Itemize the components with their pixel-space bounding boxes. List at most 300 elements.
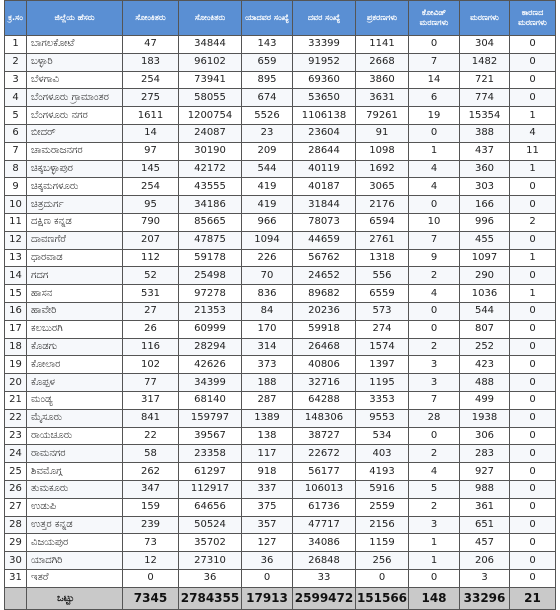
table-cell: 1195 — [356, 374, 409, 392]
table-cell: 39567 — [179, 427, 242, 445]
total-cell: 17913 — [242, 587, 293, 609]
table-cell: 23604 — [293, 124, 356, 142]
table-cell: 488 — [460, 374, 510, 392]
table-cell: 43555 — [179, 178, 242, 196]
table-cell: 58055 — [179, 89, 242, 107]
table-cell: 33 — [293, 569, 356, 587]
table-cell: 303 — [460, 178, 510, 196]
district-name-cell: ರಾಮನಗರ — [27, 445, 123, 463]
district-name-cell: ಚಿಕ್ಕಬಳ್ಳಾಪುರ — [27, 160, 123, 178]
table-cell: 112917 — [179, 480, 242, 498]
table-row — [5, 249, 556, 267]
table-cell: 14 — [5, 267, 27, 285]
table-cell: 64288 — [293, 391, 356, 409]
table-cell: 44659 — [293, 231, 356, 249]
table-cell: 70 — [242, 267, 293, 285]
table-cell: 79261 — [356, 107, 409, 125]
table-cell: 1159 — [356, 534, 409, 552]
table-cell: 5 — [409, 480, 460, 498]
table-cell: 0 — [510, 36, 556, 54]
table-cell: 40806 — [293, 356, 356, 374]
table-cell: 15354 — [460, 107, 510, 125]
table-cell: 4 — [5, 89, 27, 107]
table-cell: 33399 — [293, 36, 356, 54]
table-cell: 275 — [123, 89, 179, 107]
district-name-cell: ಕೊಡಗು — [27, 338, 123, 356]
table-cell: 6594 — [356, 213, 409, 231]
district-table-container — [4, 0, 555, 606]
table-cell: 206 — [460, 552, 510, 570]
district-name-cell: ಚಿಕ್ಕಮಗಳೂರು — [27, 178, 123, 196]
table-cell: 12 — [123, 552, 179, 570]
table-cell: 556 — [356, 267, 409, 285]
table-row — [5, 516, 556, 534]
total-cell: 33296 — [460, 587, 510, 609]
district-name-cell: ರಾಯಚೂರು — [27, 427, 123, 445]
table-cell: 11 — [510, 142, 556, 160]
table-cell: 127 — [242, 534, 293, 552]
table-cell: 42172 — [179, 160, 242, 178]
table-cell: 3 — [5, 71, 27, 89]
table-cell: 0 — [510, 516, 556, 534]
table-cell: 239 — [123, 516, 179, 534]
table-cell: 112 — [123, 249, 179, 267]
table-cell: 2 — [5, 53, 27, 71]
table-cell: 437 — [460, 142, 510, 160]
table-cell: 0 — [409, 427, 460, 445]
table-row — [5, 178, 556, 196]
table-cell: 24087 — [179, 124, 242, 142]
table-cell: 2176 — [356, 196, 409, 214]
table-cell: 1094 — [242, 231, 293, 249]
table-row — [5, 498, 556, 516]
table-cell: 28294 — [179, 338, 242, 356]
table-cell: 1692 — [356, 160, 409, 178]
table-cell: 209 — [242, 142, 293, 160]
table-cell: 24 — [5, 445, 27, 463]
table-cell: 23 — [5, 427, 27, 445]
table-cell: 34844 — [179, 36, 242, 54]
table-cell: 651 — [460, 516, 510, 534]
district-name-cell: ಚಾಮರಾಜನಗರ — [27, 142, 123, 160]
table-cell: 966 — [242, 213, 293, 231]
total-cell: 2784355 — [179, 587, 242, 609]
table-cell: 69360 — [293, 71, 356, 89]
column-header: ಯಾದವರ ಸಂಖ್ಯೆ — [242, 1, 293, 36]
table-cell: 1200754 — [179, 107, 242, 125]
table-row — [5, 213, 556, 231]
table-cell: 2 — [409, 445, 460, 463]
district-name-cell: ಶಿವಮೊಗ್ಗ — [27, 463, 123, 481]
table-cell: 774 — [460, 89, 510, 107]
table-cell: 23358 — [179, 445, 242, 463]
table-cell: 9 — [5, 178, 27, 196]
district-name-cell: ವಿಜಯಪುರ — [27, 534, 123, 552]
table-cell: 1 — [5, 36, 27, 54]
district-name-cell: ಉಡುಪಿ — [27, 498, 123, 516]
table-cell: 3 — [409, 516, 460, 534]
table-row — [5, 89, 556, 107]
table-cell: 0 — [242, 569, 293, 587]
district-name-cell: ಧಾರವಾಡ — [27, 249, 123, 267]
table-cell: 60999 — [179, 320, 242, 338]
table-cell: 47717 — [293, 516, 356, 534]
table-cell: 27 — [123, 302, 179, 320]
district-name-cell: ಕೋಲಾರ — [27, 356, 123, 374]
table-cell: 357 — [242, 516, 293, 534]
table-cell: 159 — [123, 498, 179, 516]
table-cell: 26468 — [293, 338, 356, 356]
table-row — [5, 107, 556, 125]
table-cell: 996 — [460, 213, 510, 231]
table-cell: 0 — [510, 178, 556, 196]
table-cell: 77 — [123, 374, 179, 392]
table-cell: 807 — [460, 320, 510, 338]
total-row — [5, 587, 556, 609]
table-cell: 287 — [242, 391, 293, 409]
column-header: ಸೋಂಕಿತರು — [123, 1, 179, 36]
table-cell: 9553 — [356, 409, 409, 427]
table-cell: 20236 — [293, 302, 356, 320]
table-cell: 1 — [510, 160, 556, 178]
table-cell: 14 — [409, 71, 460, 89]
table-row — [5, 552, 556, 570]
table-cell: 1318 — [356, 249, 409, 267]
table-cell: 50524 — [179, 516, 242, 534]
table-cell: 73941 — [179, 71, 242, 89]
table-cell: 403 — [356, 445, 409, 463]
table-cell: 0 — [510, 267, 556, 285]
table-cell: 2 — [409, 267, 460, 285]
table-cell: 0 — [409, 569, 460, 587]
district-name-cell: ಬೀದರ್ — [27, 124, 123, 142]
table-cell: 61736 — [293, 498, 356, 516]
table-cell: 1097 — [460, 249, 510, 267]
table-cell: 22 — [123, 427, 179, 445]
table-cell: 0 — [510, 391, 556, 409]
table-cell: 32716 — [293, 374, 356, 392]
table-cell: 96102 — [179, 53, 242, 71]
table-cell: 337 — [242, 480, 293, 498]
table-cell: 68140 — [179, 391, 242, 409]
column-header: ಮರಣಗಳು — [460, 1, 510, 36]
table-row — [5, 36, 556, 54]
table-cell: 170 — [242, 320, 293, 338]
table-cell: 0 — [510, 480, 556, 498]
table-cell: 4 — [510, 124, 556, 142]
table-cell: 419 — [242, 196, 293, 214]
district-name-cell: ಮಂಡ್ಯ — [27, 391, 123, 409]
table-cell: 0 — [409, 320, 460, 338]
table-cell: 10 — [5, 196, 27, 214]
table-cell: 89682 — [293, 285, 356, 303]
table-cell: 28 — [409, 409, 460, 427]
table-cell: 836 — [242, 285, 293, 303]
table-cell: 53650 — [293, 89, 356, 107]
table-cell: 0 — [510, 463, 556, 481]
table-cell: 290 — [460, 267, 510, 285]
table-cell: 2668 — [356, 53, 409, 71]
table-cell: 31844 — [293, 196, 356, 214]
table-cell: 4 — [409, 463, 460, 481]
district-covid-table — [4, 0, 556, 610]
table-row — [5, 231, 556, 249]
table-cell: 457 — [460, 534, 510, 552]
table-cell: 3860 — [356, 71, 409, 89]
table-cell: 531 — [123, 285, 179, 303]
table-cell: 388 — [460, 124, 510, 142]
table-header — [5, 1, 556, 36]
table-cell: 12 — [5, 231, 27, 249]
table-cell: 29 — [5, 534, 27, 552]
table-cell: 11 — [5, 213, 27, 231]
table-cell: 2559 — [356, 498, 409, 516]
column-header: ದವರ ಸಂಖ್ಯೆ — [293, 1, 356, 36]
district-name-cell: ಉತ್ತರ ಕನ್ನಡ — [27, 516, 123, 534]
table-cell: 1036 — [460, 285, 510, 303]
table-row — [5, 374, 556, 392]
table-cell: 721 — [460, 71, 510, 89]
table-row — [5, 267, 556, 285]
table-cell: 361 — [460, 498, 510, 516]
table-cell: 91 — [356, 124, 409, 142]
table-cell: 573 — [356, 302, 409, 320]
table-cell: 254 — [123, 178, 179, 196]
table-cell: 20 — [5, 374, 27, 392]
table-cell: 1098 — [356, 142, 409, 160]
table-cell: 0 — [409, 124, 460, 142]
table-cell: 5916 — [356, 480, 409, 498]
table-cell: 97 — [123, 142, 179, 160]
table-cell: 2 — [510, 213, 556, 231]
table-cell: 0 — [510, 356, 556, 374]
table-cell: 0 — [510, 231, 556, 249]
table-cell: 5526 — [242, 107, 293, 125]
table-row — [5, 463, 556, 481]
table-cell: 2 — [409, 498, 460, 516]
table-cell: 117 — [242, 445, 293, 463]
table-cell: 40119 — [293, 160, 356, 178]
district-name-cell: ಇತರೆ — [27, 569, 123, 587]
table-cell: 27310 — [179, 552, 242, 570]
table-cell: 25 — [5, 463, 27, 481]
table-cell: 283 — [460, 445, 510, 463]
table-cell: 423 — [460, 356, 510, 374]
table-cell: 254 — [123, 71, 179, 89]
table-cell: 674 — [242, 89, 293, 107]
table-cell: 0 — [510, 552, 556, 570]
table-cell: 10 — [409, 213, 460, 231]
table-cell: 91952 — [293, 53, 356, 71]
table-cell: 499 — [460, 391, 510, 409]
table-cell: 8 — [5, 160, 27, 178]
table-cell: 3353 — [356, 391, 409, 409]
table-cell: 5 — [5, 107, 27, 125]
column-header: ಸೋಂಕಿತರು — [179, 1, 242, 36]
table-cell: 35702 — [179, 534, 242, 552]
table-row — [5, 302, 556, 320]
district-name-cell: ದಾವಣಗೆರೆ — [27, 231, 123, 249]
table-cell: 0 — [123, 569, 179, 587]
table-cell: 659 — [242, 53, 293, 71]
table-cell: 347 — [123, 480, 179, 498]
table-cell: 7 — [409, 391, 460, 409]
table-cell: 102 — [123, 356, 179, 374]
district-name-cell: ಹಾಸನ — [27, 285, 123, 303]
table-cell: 84 — [242, 302, 293, 320]
table-cell: 85665 — [179, 213, 242, 231]
table-cell: 59178 — [179, 249, 242, 267]
table-cell: 3 — [409, 356, 460, 374]
table-cell: 1 — [409, 534, 460, 552]
table-cell: 918 — [242, 463, 293, 481]
table-cell: 0 — [510, 374, 556, 392]
table-cell: 4 — [409, 178, 460, 196]
table-cell: 7 — [409, 231, 460, 249]
table-cell: 3631 — [356, 89, 409, 107]
table-cell: 0 — [409, 36, 460, 54]
table-cell: 419 — [242, 178, 293, 196]
district-name-cell: ದಕ್ಷಿಣ ಕನ್ನಡ — [27, 213, 123, 231]
district-name-cell: ಹಾವೇರಿ — [27, 302, 123, 320]
table-footer — [5, 587, 556, 609]
district-name-cell: ಬೆಳಗಾವಿ — [27, 71, 123, 89]
district-name-cell: ತುಮಕೂರು — [27, 480, 123, 498]
table-cell: 36 — [242, 552, 293, 570]
table-cell: 2 — [409, 338, 460, 356]
table-cell: 534 — [356, 427, 409, 445]
table-row — [5, 356, 556, 374]
table-cell: 544 — [242, 160, 293, 178]
table-cell: 262 — [123, 463, 179, 481]
table-cell: 304 — [460, 36, 510, 54]
table-cell: 22672 — [293, 445, 356, 463]
table-cell: 30190 — [179, 142, 242, 160]
total-label: ಒಟ್ಟು — [27, 587, 123, 609]
table-cell: 252 — [460, 338, 510, 356]
table-cell: 34086 — [293, 534, 356, 552]
table-cell: 4 — [409, 160, 460, 178]
table-cell: 25498 — [179, 267, 242, 285]
table-cell: 226 — [242, 249, 293, 267]
table-cell: 0 — [409, 196, 460, 214]
table-cell: 145 — [123, 160, 179, 178]
table-cell: 78073 — [293, 213, 356, 231]
table-cell: 927 — [460, 463, 510, 481]
table-cell: 790 — [123, 213, 179, 231]
table-cell: 59918 — [293, 320, 356, 338]
table-cell: 183 — [123, 53, 179, 71]
table-row — [5, 409, 556, 427]
table-cell: 455 — [460, 231, 510, 249]
table-cell: 106013 — [293, 480, 356, 498]
table-cell: 188 — [242, 374, 293, 392]
table-row — [5, 391, 556, 409]
table-cell: 47 — [123, 36, 179, 54]
table-cell: 2761 — [356, 231, 409, 249]
table-cell: 26 — [123, 320, 179, 338]
table-cell: 42626 — [179, 356, 242, 374]
table-cell: 0 — [510, 534, 556, 552]
table-row — [5, 445, 556, 463]
table-cell: 3065 — [356, 178, 409, 196]
district-name-cell: ಗದಗ — [27, 267, 123, 285]
table-cell: 988 — [460, 480, 510, 498]
table-cell: 317 — [123, 391, 179, 409]
table-cell: 15 — [5, 285, 27, 303]
table-cell: 40187 — [293, 178, 356, 196]
table-cell: 3 — [409, 374, 460, 392]
table-cell: 6559 — [356, 285, 409, 303]
table-cell: 6 — [409, 89, 460, 107]
table-cell: 7 — [409, 53, 460, 71]
table-cell: 56177 — [293, 463, 356, 481]
table-cell: 21 — [5, 391, 27, 409]
column-header: ಕಾರಣದ ಮರಣಗಳು — [510, 1, 556, 36]
table-cell: 159797 — [179, 409, 242, 427]
table-cell: 207 — [123, 231, 179, 249]
table-cell: 0 — [356, 569, 409, 587]
table-cell: 1389 — [242, 409, 293, 427]
table-row — [5, 534, 556, 552]
table-cell: 373 — [242, 356, 293, 374]
table-cell: 52 — [123, 267, 179, 285]
table-row — [5, 142, 556, 160]
table-cell: 1 — [409, 142, 460, 160]
table-cell: 841 — [123, 409, 179, 427]
district-name-cell: ಕೊಪ್ಪಳ — [27, 374, 123, 392]
table-cell: 30 — [5, 552, 27, 570]
table-cell: 31 — [5, 569, 27, 587]
table-cell: 47875 — [179, 231, 242, 249]
table-cell: 3 — [460, 569, 510, 587]
table-row — [5, 427, 556, 445]
table-cell: 58 — [123, 445, 179, 463]
table-cell: 0 — [510, 338, 556, 356]
table-cell: 1482 — [460, 53, 510, 71]
table-cell: 1 — [510, 285, 556, 303]
table-cell: 895 — [242, 71, 293, 89]
header-row — [5, 1, 556, 36]
table-cell: 28644 — [293, 142, 356, 160]
table-cell: 138 — [242, 427, 293, 445]
table-cell: 306 — [460, 427, 510, 445]
table-cell: 38727 — [293, 427, 356, 445]
table-row — [5, 480, 556, 498]
table-cell: 0 — [510, 320, 556, 338]
total-cell: 7345 — [123, 587, 179, 609]
table-row — [5, 569, 556, 587]
table-cell: 2156 — [356, 516, 409, 534]
table-cell: 143 — [242, 36, 293, 54]
total-cell: 2599472 — [293, 587, 356, 609]
table-cell: 7 — [5, 142, 27, 160]
table-cell: 21353 — [179, 302, 242, 320]
table-row — [5, 53, 556, 71]
table-cell: 0 — [510, 569, 556, 587]
table-cell: 1574 — [356, 338, 409, 356]
table-cell: 26848 — [293, 552, 356, 570]
table-cell: 0 — [510, 427, 556, 445]
table-cell: 19 — [409, 107, 460, 125]
table-cell: 1 — [409, 552, 460, 570]
table-body — [5, 36, 556, 588]
table-cell: 1141 — [356, 36, 409, 54]
table-cell: 97278 — [179, 285, 242, 303]
district-name-cell: ಬೆಂಗಳೂರು ಗ್ರಾಮಾಂತರ — [27, 89, 123, 107]
table-row — [5, 338, 556, 356]
table-cell: 0 — [510, 498, 556, 516]
